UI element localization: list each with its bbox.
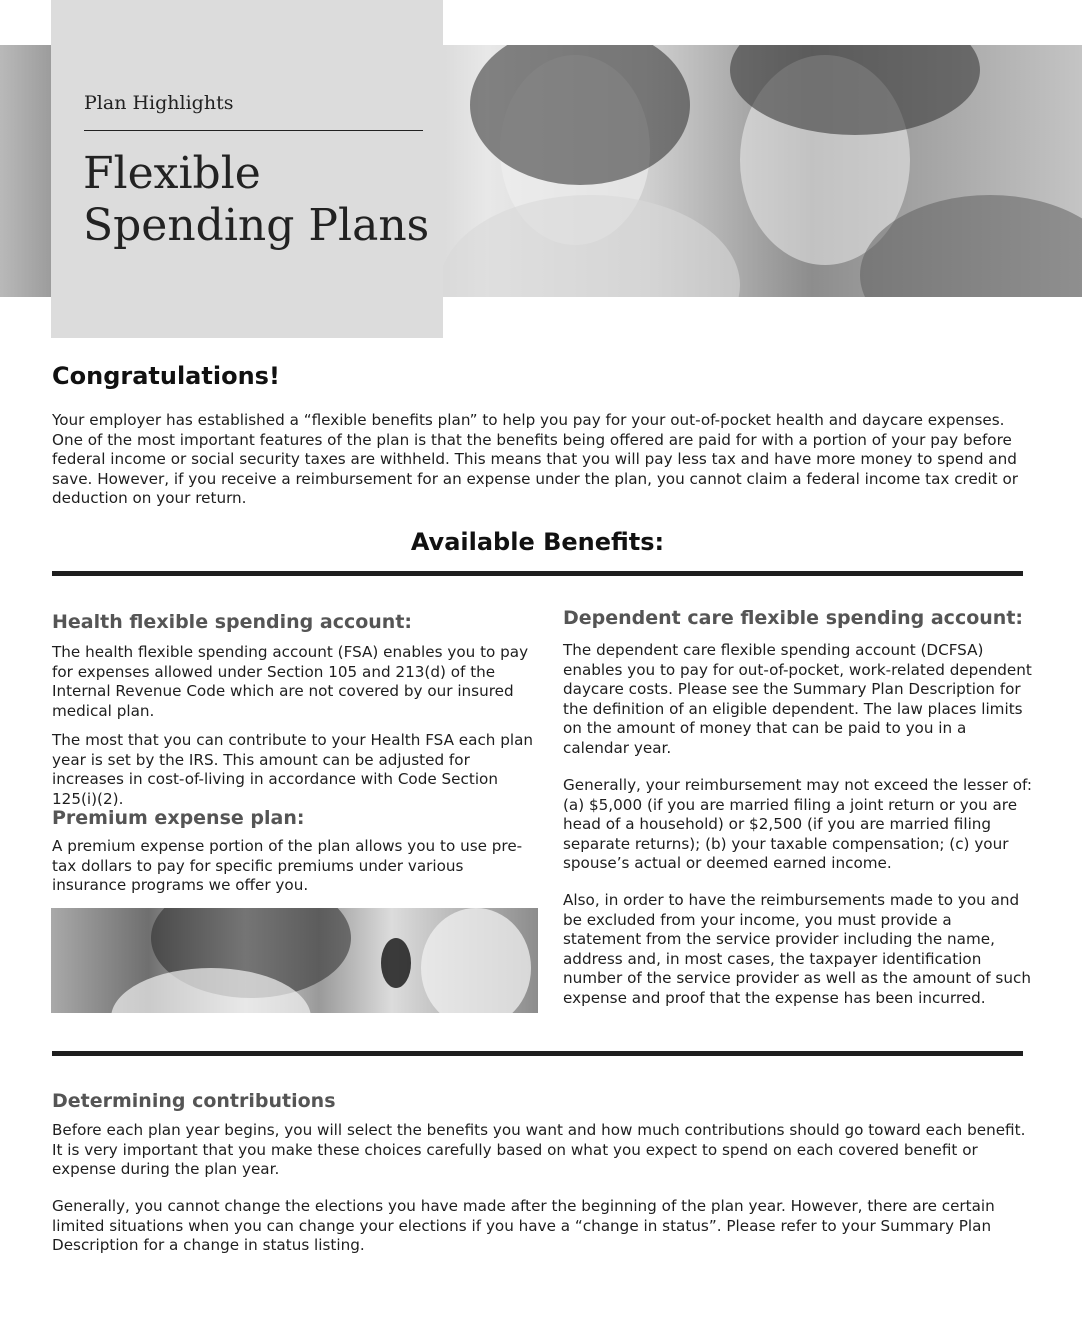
available-benefits-heading: Available Benefits:: [410, 528, 665, 556]
page-title: [83, 148, 429, 252]
contributions-paragraph-2: Generally, you cannot change the elections you have made after the beginning of the plan year. However, there are certain limited situations when you can change your elections if you have a “change in status”. Please refer to your Summary Plan Description for a change in status listing.: [52, 1197, 995, 1254]
title-box: [51, 0, 443, 338]
health-fsa-paragraph-1: The health flexible spending account (FSA) enables you to pay for expenses allowed under Section 105 and 213(d) of the Internal Revenue Code which are not covered by our insured medical plan.: [52, 643, 529, 720]
section-divider-bottom: [52, 1051, 1023, 1056]
page-title-line-2: Spending Plans: [83, 200, 430, 251]
plan-highlights-label: Plan Highlights: [84, 92, 234, 114]
health-fsa-heading: Health flexible spending account:: [52, 611, 413, 633]
dependent-care-paragraph-1: The dependent care flexible spending account (DCFSA) enables you to pay for out-of-pocket, work-related dependent daycare costs. Please see the Summary Plan Description for the definition of an eligible dependent. The law places limits on the amount of money that can be paid to you in a calendar year.: [563, 641, 1032, 757]
premium-expense-heading: Premium expense plan:: [52, 807, 305, 829]
doctor-child-photo: [51, 908, 538, 1013]
contributions-paragraph-1: Before each plan year begins, you will select the benefits you want and how much contributions should go toward each benefit. It is very important that you make these choices carefully based on what you expect to spend on each covered benefit or expense during the plan year.: [52, 1121, 1026, 1178]
congratulations-heading: Congratulations!: [52, 362, 280, 390]
intro-paragraph: Your employer has established a “flexible benefits plan” to help you pay for your out-of-pocket health and daycare expenses. One of the most important features of the plan is that the benefits being offered are paid for with a portion of your pay before federal income or social security taxes are withheld. This means that you will pay less tax and have more money to spend and save. However, if you receive a reimbursement for an expense under the plan, you cannot claim a federal income tax credit or deduction on your return.: [52, 411, 1018, 507]
title-divider: [84, 130, 423, 131]
dependent-care-paragraph-3: Also, in order to have the reimbursements made to you and be excluded from your income, you must provide a statement from the service provider including the name, address and, in most cases, the taxpayer identification number of the service provider as well as the amount of such expense and proof that the expense has been incurred.: [563, 891, 1031, 1007]
determining-contributions-heading: Determining contributions: [52, 1090, 336, 1112]
dependent-care-heading: Dependent care flexible spending account:: [563, 607, 1023, 629]
page-title-line-1: Flexible: [83, 148, 261, 199]
premium-expense-paragraph: A premium expense portion of the plan allows you to use pre-tax dollars to pay for specific premiums under various insurance programs we offer you.: [52, 837, 523, 894]
health-fsa-paragraph-2: The most that you can contribute to your Health FSA each plan year is set by the IRS. This amount can be adjusted for increases in cost-of-living in accordance with Code Section 125(i)(2).: [52, 731, 534, 808]
dependent-care-paragraph-2: Generally, your reimbursement may not exceed the lesser of: (a) $5,000 (if you are married filing a joint return or you are head of a household) or $2,500 (if you are married filing separate returns); (b) your taxable compensation; (c) your spouse’s actual or deemed earned income.: [563, 776, 1032, 872]
section-divider-top: [52, 571, 1023, 576]
